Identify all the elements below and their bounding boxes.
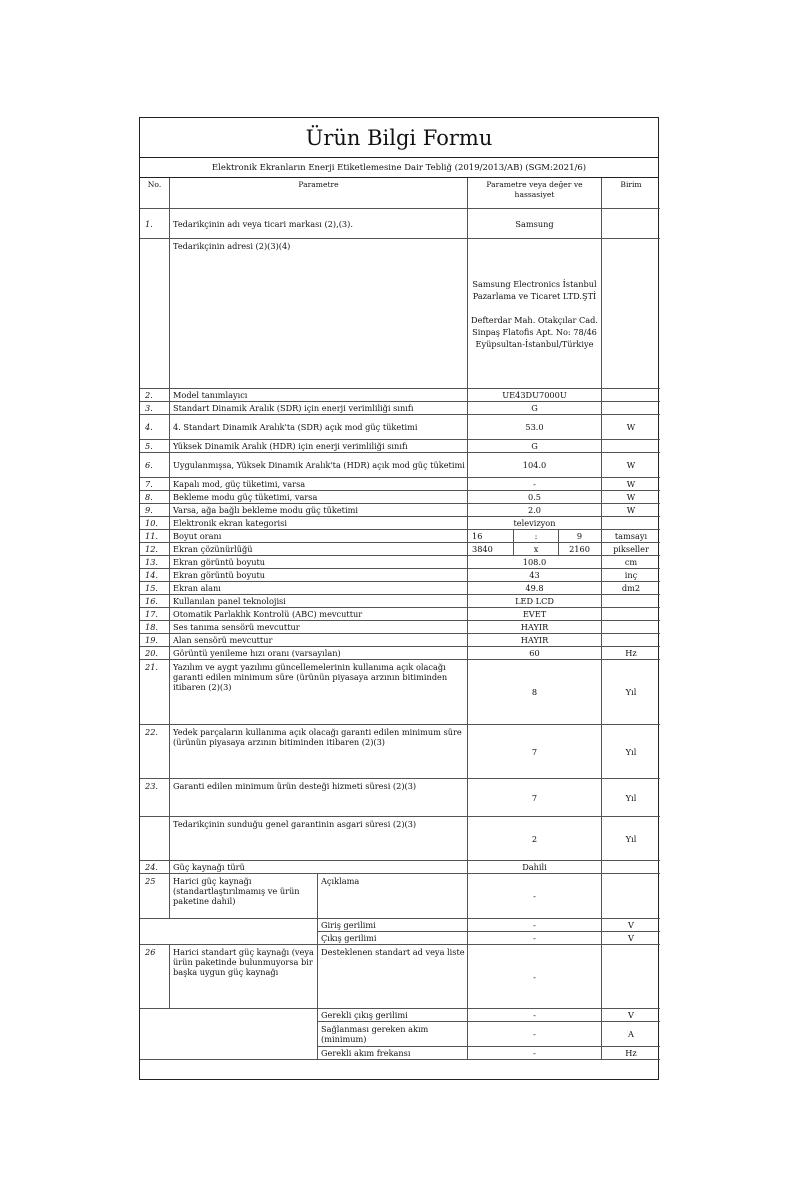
row-unit: Yıl: [602, 725, 660, 779]
row-number: 21.: [140, 660, 170, 725]
psu-sub-label: Çıkış gerilimi: [318, 932, 468, 945]
row-value: [468, 530, 602, 543]
row-number: 8.: [140, 491, 170, 504]
row-value: 43: [468, 569, 602, 582]
row-parameter: Varsa, ağa bağlı bekleme modu güç tüketimi: [170, 504, 468, 517]
row-unit: [602, 209, 660, 239]
row-parameter: Elektronik ekran kategorisi: [170, 517, 468, 530]
row-value: [468, 543, 602, 556]
row-parameter: Garanti edilen minimum ürün desteği hizmeti süresi (2)(3): [170, 779, 468, 817]
row-value: -: [468, 478, 602, 491]
row-number: [140, 817, 170, 861]
row-value: 60: [468, 647, 602, 660]
psu-blank: [140, 1009, 318, 1060]
header-no: No.: [140, 178, 170, 209]
psu-sub-value: -: [468, 945, 602, 1009]
row-unit: W: [602, 478, 660, 491]
psu-sub-unit: [602, 874, 660, 919]
psu-sub-label: Sağlanması gereken akım (minimum): [318, 1022, 468, 1047]
header-parameter: Parametre: [170, 178, 468, 209]
row-number: 4.: [140, 415, 170, 440]
row-number: 9.: [140, 504, 170, 517]
row-unit: Hz: [602, 647, 660, 660]
row-value: Samsung: [468, 209, 602, 239]
row-unit: [602, 861, 660, 874]
psu-sub-unit: V: [602, 919, 660, 932]
row-parameter: Yedek parçaların kullanıma açık olacağı garanti edilen minimum süre (ürünün piyasaya arzının bitiminden itibaren (2)(3): [170, 725, 468, 779]
row-parameter: Tedarikçinin sunduğu genel garantinin asgari süresi (2)(3): [170, 817, 468, 861]
header-unit: Birim: [602, 178, 660, 209]
row-value: EVET: [468, 608, 602, 621]
row-unit: [602, 239, 660, 389]
psu-parameter: Harici standart güç kaynağı (veya ürün paketinde bulunmuyorsa bir başka uygun güç kaynağı: [170, 945, 318, 1009]
row-value: UE43DU7000U: [468, 389, 602, 402]
row-value: 104.0: [468, 453, 602, 478]
row-parameter: Ses tanıma sensörü mevcuttur: [170, 621, 468, 634]
row-parameter: Bekleme modu güç tüketimi, varsa: [170, 491, 468, 504]
header-value: Parametre veya değer ve hassasiyet: [468, 178, 602, 209]
psu-sub-label: Gerekli çıkış gerilimi: [318, 1009, 468, 1022]
row-parameter: Kapalı mod, güç tüketimi, varsa: [170, 478, 468, 491]
psu-parameter: Harici güç kaynağı (standartlaştırılmamış ve ürün paketine dahil): [170, 874, 318, 919]
row-number: 3.: [140, 402, 170, 415]
psu-sub-value: -: [468, 1009, 602, 1022]
row-unit: W: [602, 491, 660, 504]
psu-sub-value: -: [468, 874, 602, 919]
psu-sub-label: Gerekli akım frekansı: [318, 1047, 468, 1060]
row-number: 1.: [140, 209, 170, 239]
psu-sub-value: -: [468, 1022, 602, 1047]
row-value: 108.0: [468, 556, 602, 569]
psu-number: 26: [140, 945, 170, 1009]
row-unit: dm2: [602, 582, 660, 595]
row-unit: [602, 608, 660, 621]
row-value: Dahili: [468, 861, 602, 874]
row-number: 7.: [140, 478, 170, 491]
row-value: 53.0: [468, 415, 602, 440]
row-value: televizyon: [468, 517, 602, 530]
row-parameter: Tedarikçinin adı veya ticari markası (2),(3).: [170, 209, 468, 239]
row-unit: Yıl: [602, 817, 660, 861]
psu-blank: [140, 919, 318, 945]
row-value: HAYIR: [468, 634, 602, 647]
row-unit: Yıl: [602, 660, 660, 725]
row-value: 8: [468, 660, 602, 725]
row-number: 5.: [140, 440, 170, 453]
row-parameter: Alan sensörü mevcuttur: [170, 634, 468, 647]
row-value: 2: [468, 817, 602, 861]
psu-sub-label: Desteklenen standart ad veya liste: [318, 945, 468, 1009]
row-number: 17.: [140, 608, 170, 621]
value-part-1: 3840: [468, 543, 514, 555]
row-parameter: Yüksek Dinamik Aralık (HDR) için enerji verimliliği sınıfı: [170, 440, 468, 453]
value-part-2: 2160: [569, 544, 590, 554]
row-parameter: Ekran görüntü boyutu: [170, 556, 468, 569]
psu-sub-value: -: [468, 919, 602, 932]
row-number: 10.: [140, 517, 170, 530]
row-value: G: [468, 440, 602, 453]
row-number: 12.: [140, 543, 170, 556]
psu-sub-unit: A: [602, 1022, 660, 1047]
row-value: LED LCD: [468, 595, 602, 608]
row-parameter: Ekran alanı: [170, 582, 468, 595]
psu-sub-value: -: [468, 1047, 602, 1060]
row-number: 13.: [140, 556, 170, 569]
row-value: 7: [468, 779, 602, 817]
row-parameter: Görüntü yenileme hızı oranı (varsayılan): [170, 647, 468, 660]
supplier-address: Samsung Electronics İstanbul Pazarlama ve Ticaret LTD.ŞTİ Defterdar Mah. Otakçılar Cad. Sinpaş Flatofis Apt. No: 78/46 Eyüpsultan-İstanbul/Türkiye: [468, 239, 602, 389]
row-parameter: Boyut oranı: [170, 530, 468, 543]
row-parameter: Uygulanmışsa, Yüksek Dinamik Aralık'ta (HDR) açık mod güç tüketimi: [170, 453, 468, 478]
form-subtitle: Elektronik Ekranların Enerji Etiketlemesine Dair Tebliğ (2019/2013/AB) (SGM:2021/6): [140, 158, 658, 178]
row-number: [140, 239, 170, 389]
row-value: HAYIR: [468, 621, 602, 634]
value-part-2: 9: [576, 531, 583, 541]
row-unit: [602, 621, 660, 634]
row-unit: cm: [602, 556, 660, 569]
product-info-form: [139, 117, 659, 1080]
row-parameter: Ekran görüntü boyutu: [170, 569, 468, 582]
value-part-1: 16: [468, 530, 514, 542]
row-parameter: Standart Dinamik Aralık (SDR) için enerji verimliliği sınıfı: [170, 402, 468, 415]
value-separator: x: [514, 543, 559, 555]
psu-sub-label: Açıklama: [318, 874, 468, 919]
row-parameter: Tedarikçinin adresi (2)(3)(4): [170, 239, 468, 389]
row-number: 23.: [140, 779, 170, 817]
row-parameter: Güç kaynağı türü: [170, 861, 468, 874]
psu-sub-unit: [602, 945, 660, 1009]
row-unit: pikseller: [602, 543, 660, 556]
row-unit: W: [602, 415, 660, 440]
row-value: 0.5: [468, 491, 602, 504]
value-separator: :: [514, 530, 559, 542]
row-number: 22.: [140, 725, 170, 779]
psu-sub-unit: V: [602, 932, 660, 945]
psu-number: 25: [140, 874, 170, 919]
row-value: G: [468, 402, 602, 415]
row-number: 24.: [140, 861, 170, 874]
row-unit: tamsayı: [602, 530, 660, 543]
row-parameter: Otomatik Parlaklık Kontrolü (ABC) mevcuttur: [170, 608, 468, 621]
psu-sub-unit: Hz: [602, 1047, 660, 1060]
row-unit: [602, 517, 660, 530]
row-number: 11.: [140, 530, 170, 543]
row-parameter: Yazılım ve aygıt yazılımı güncellemelerinin kullanıma açık olacağı garanti edilen minimum süre (ürünün piyasaya arzının bitiminden itibaren (2)(3): [170, 660, 468, 725]
row-unit: W: [602, 453, 660, 478]
row-value: 49.8: [468, 582, 602, 595]
row-number: 20.: [140, 647, 170, 660]
row-number: 18.: [140, 621, 170, 634]
row-number: 19.: [140, 634, 170, 647]
row-unit: [602, 402, 660, 415]
psu-sub-value: -: [468, 932, 602, 945]
row-unit: [602, 440, 660, 453]
row-number: 2.: [140, 389, 170, 402]
row-value: 2.0: [468, 504, 602, 517]
row-unit: inç: [602, 569, 660, 582]
row-number: 16.: [140, 595, 170, 608]
row-number: 15.: [140, 582, 170, 595]
row-unit: [602, 595, 660, 608]
row-parameter: Model tanımlayıcı: [170, 389, 468, 402]
row-parameter: Kullanılan panel teknolojisi: [170, 595, 468, 608]
psu-sub-unit: V: [602, 1009, 660, 1022]
row-unit: W: [602, 504, 660, 517]
row-parameter: 4. Standart Dinamik Aralık'ta (SDR) açık mod güç tüketimi: [170, 415, 468, 440]
row-unit: [602, 634, 660, 647]
psu-sub-label: Giriş gerilimi: [318, 919, 468, 932]
row-number: 6.: [140, 453, 170, 478]
row-value: 7: [468, 725, 602, 779]
row-unit: [602, 389, 660, 402]
row-parameter: Ekran çözünürlüğü: [170, 543, 468, 556]
row-number: 14.: [140, 569, 170, 582]
row-unit: Yıl: [602, 779, 660, 817]
form-title: Ürün Bilgi Formu: [140, 118, 658, 158]
